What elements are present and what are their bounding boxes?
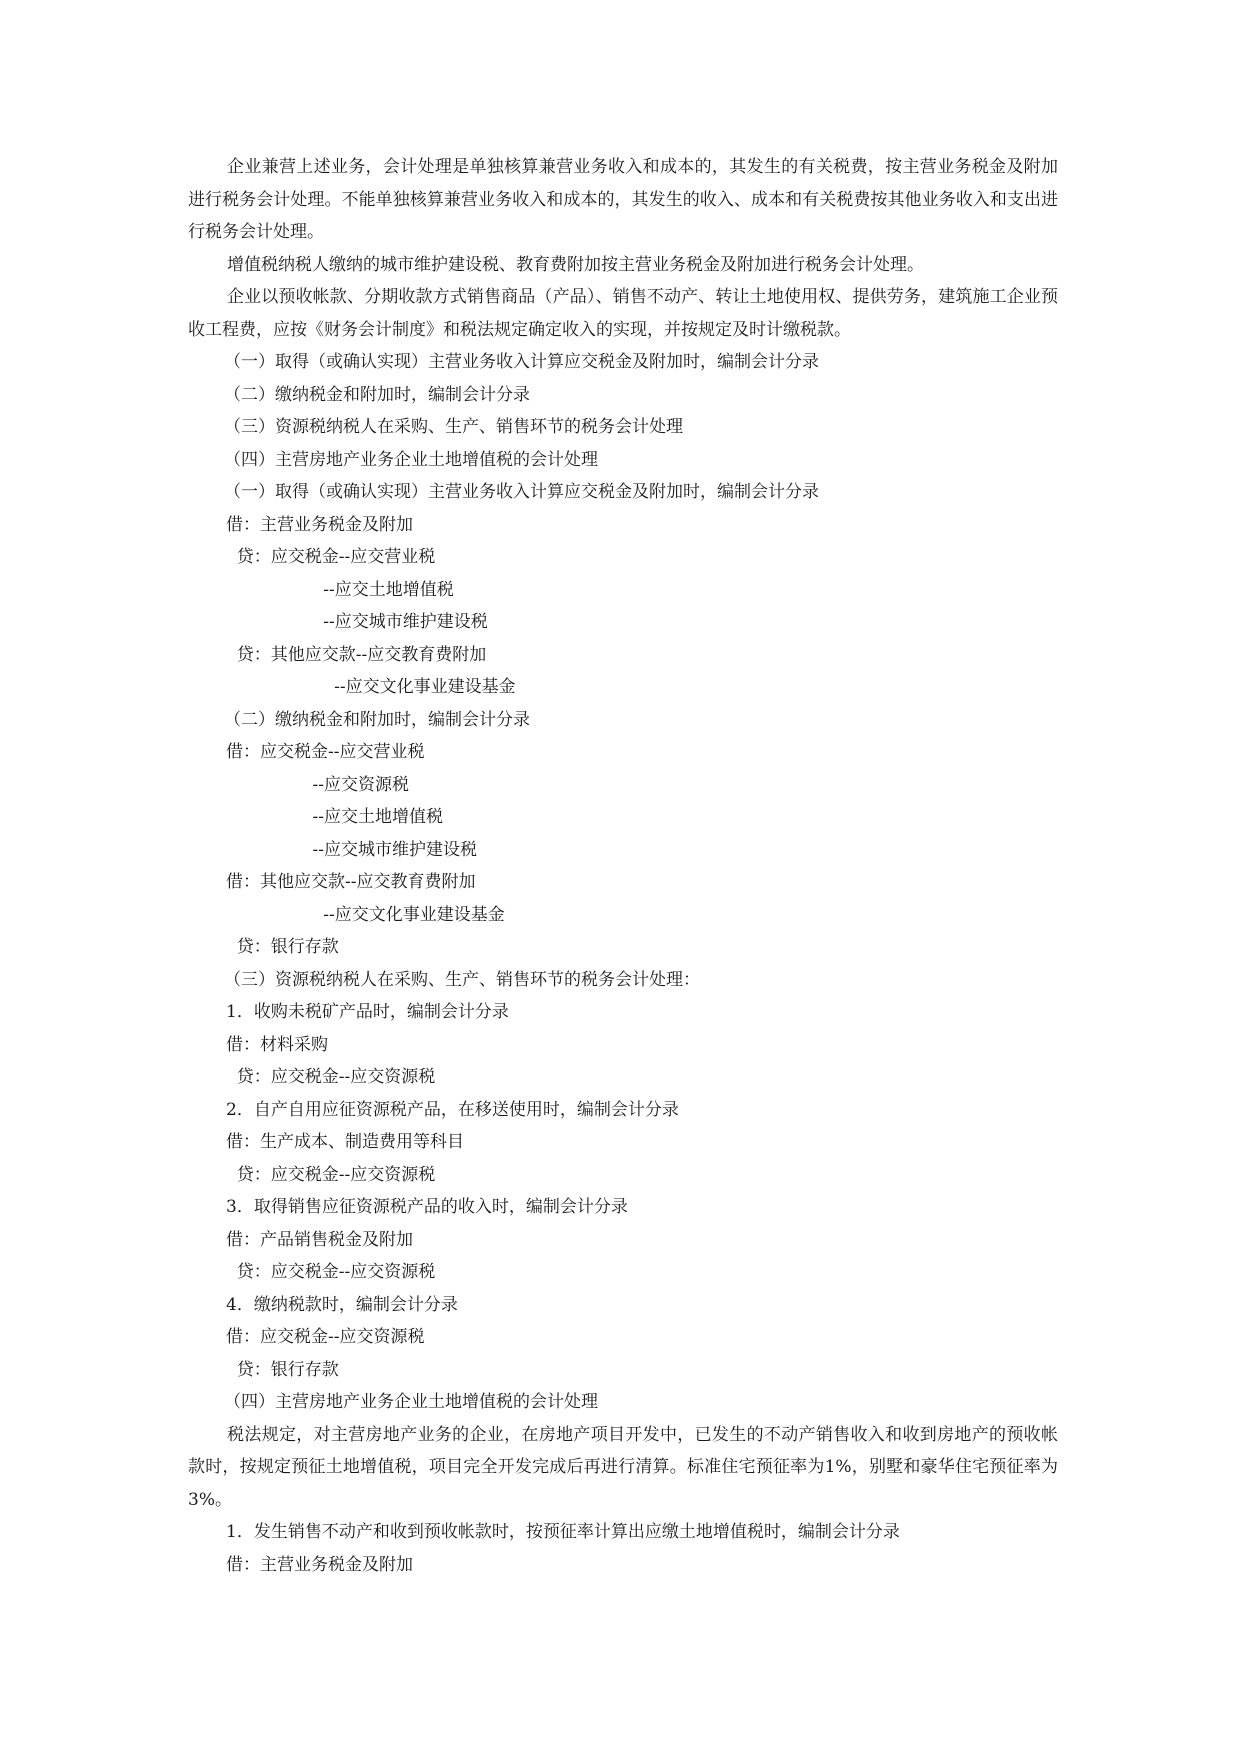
section-heading: （四）主营房地产业务企业土地增值税的会计处理 [224,1392,598,1412]
section-heading: （二）缴纳税金和附加时，编制会计分录 [224,709,530,730]
paragraph: 企业以预收帐款、分期收款方式销售商品（产品）、销售不动产、转让土地使用权、提供劳务，建筑施工企业预收工程费，应按《财务会计制度》和税法规定确定收入的实现，并按规定及时计缴税款。 [188,287,1058,340]
journal-entry-line: --应交城市维护建设税 [226,612,488,632]
numbered-item: 1．发生销售不动产和收到预收帐款时，按预征率计算出应缴土地增值税时，编制会计分录 [226,1522,900,1542]
journal-entry-line: 借：主营业务税金及附加 [226,514,413,535]
journal-entry-line: --应交土地增值税 [226,807,443,827]
journal-entry-line: 借：生产成本、制造费用等科目 [226,1132,464,1152]
paragraph: 增值税纳税人缴纳的城市维护建设税、教育费附加按主营业务税金及附加进行税务会计处理。 [227,254,924,275]
paragraph: 税法规定，对主营房地产业务的企业，在房地产项目开发中，已发生的不动产销售收入和收到房地产的预收帐款时，按规定预征土地增值税，项目完全开发完成后再进行清算。标准住宅预征率为1%，别墅和豪华住宅预征率为3%。 [188,1424,1058,1510]
journal-entry-line: 贷：应交税金--应交资源税 [226,1164,436,1185]
section-heading: （二）缴纳税金和附加时，编制会计分录 [224,384,530,405]
journal-entry-line: --应交城市维护建设税 [226,839,477,860]
journal-entry-line: 贷：其他应交款--应交教育费附加 [226,644,487,665]
journal-entry-line: 借：应交税金--应交资源税 [226,1327,425,1347]
journal-entry-line: 借：应交税金--应交营业税 [226,742,425,762]
document-body [188,151,1058,1581]
paragraph: 企业兼营上述业务，会计处理是单独核算兼营业务收入和成本的，其发生的有关税费，按主营业务税金及附加进行税务会计处理。不能单独核算兼营业务收入和成本的，其发生的收入、成本和有关税费按其他业务收入和支出进行税务会计处理。 [188,157,1058,242]
journal-entry-line: --应交文化事业建设基金 [226,904,505,925]
journal-entry-line: 贷：银行存款 [226,1359,339,1380]
journal-entry-line: --应交资源税 [226,774,409,795]
journal-entry-line: 贷：应交税金--应交资源税 [226,1067,436,1087]
numbered-item: 1．收购未税矿产品时，编制会计分录 [226,1002,509,1022]
journal-entry-line: 借：产品销售税金及附加 [226,1229,413,1250]
section-heading: （三）资源税纳税人在采购、生产、销售环节的税务会计处理 [224,417,683,437]
journal-entry-line: 贷：应交税金--应交营业税 [226,547,436,567]
journal-entry-line: 借：其他应交款--应交教育费附加 [226,872,476,892]
journal-entry-line: 贷：应交税金--应交资源税 [226,1262,436,1282]
journal-entry-line: --应交文化事业建设基金 [226,677,516,697]
numbered-item: 3．取得销售应征资源税产品的收入时，编制会计分录 [226,1197,628,1217]
numbered-item: 2．自产自用应征资源税产品，在移送使用时，编制会计分录 [226,1099,679,1120]
section-heading: （四）主营房地产业务企业土地增值税的会计处理 [224,449,598,470]
numbered-item: 4．缴纳税款时，编制会计分录 [226,1294,458,1315]
journal-entry-line: 贷：银行存款 [226,937,339,957]
journal-entry-line: 借：材料采购 [226,1034,328,1055]
journal-entry-line: 借：主营业务税金及附加 [226,1554,413,1575]
journal-entry-line: --应交土地增值税 [226,579,454,600]
section-heading: （一）取得（或确认实现）主营业务收入计算应交税金及附加时，编制会计分录 [224,352,819,372]
section-heading: （一）取得（或确认实现）主营业务收入计算应交税金及附加时，编制会计分录 [224,482,819,502]
section-heading: （三）资源税纳税人在采购、生产、销售环节的税务会计处理： [224,969,700,990]
